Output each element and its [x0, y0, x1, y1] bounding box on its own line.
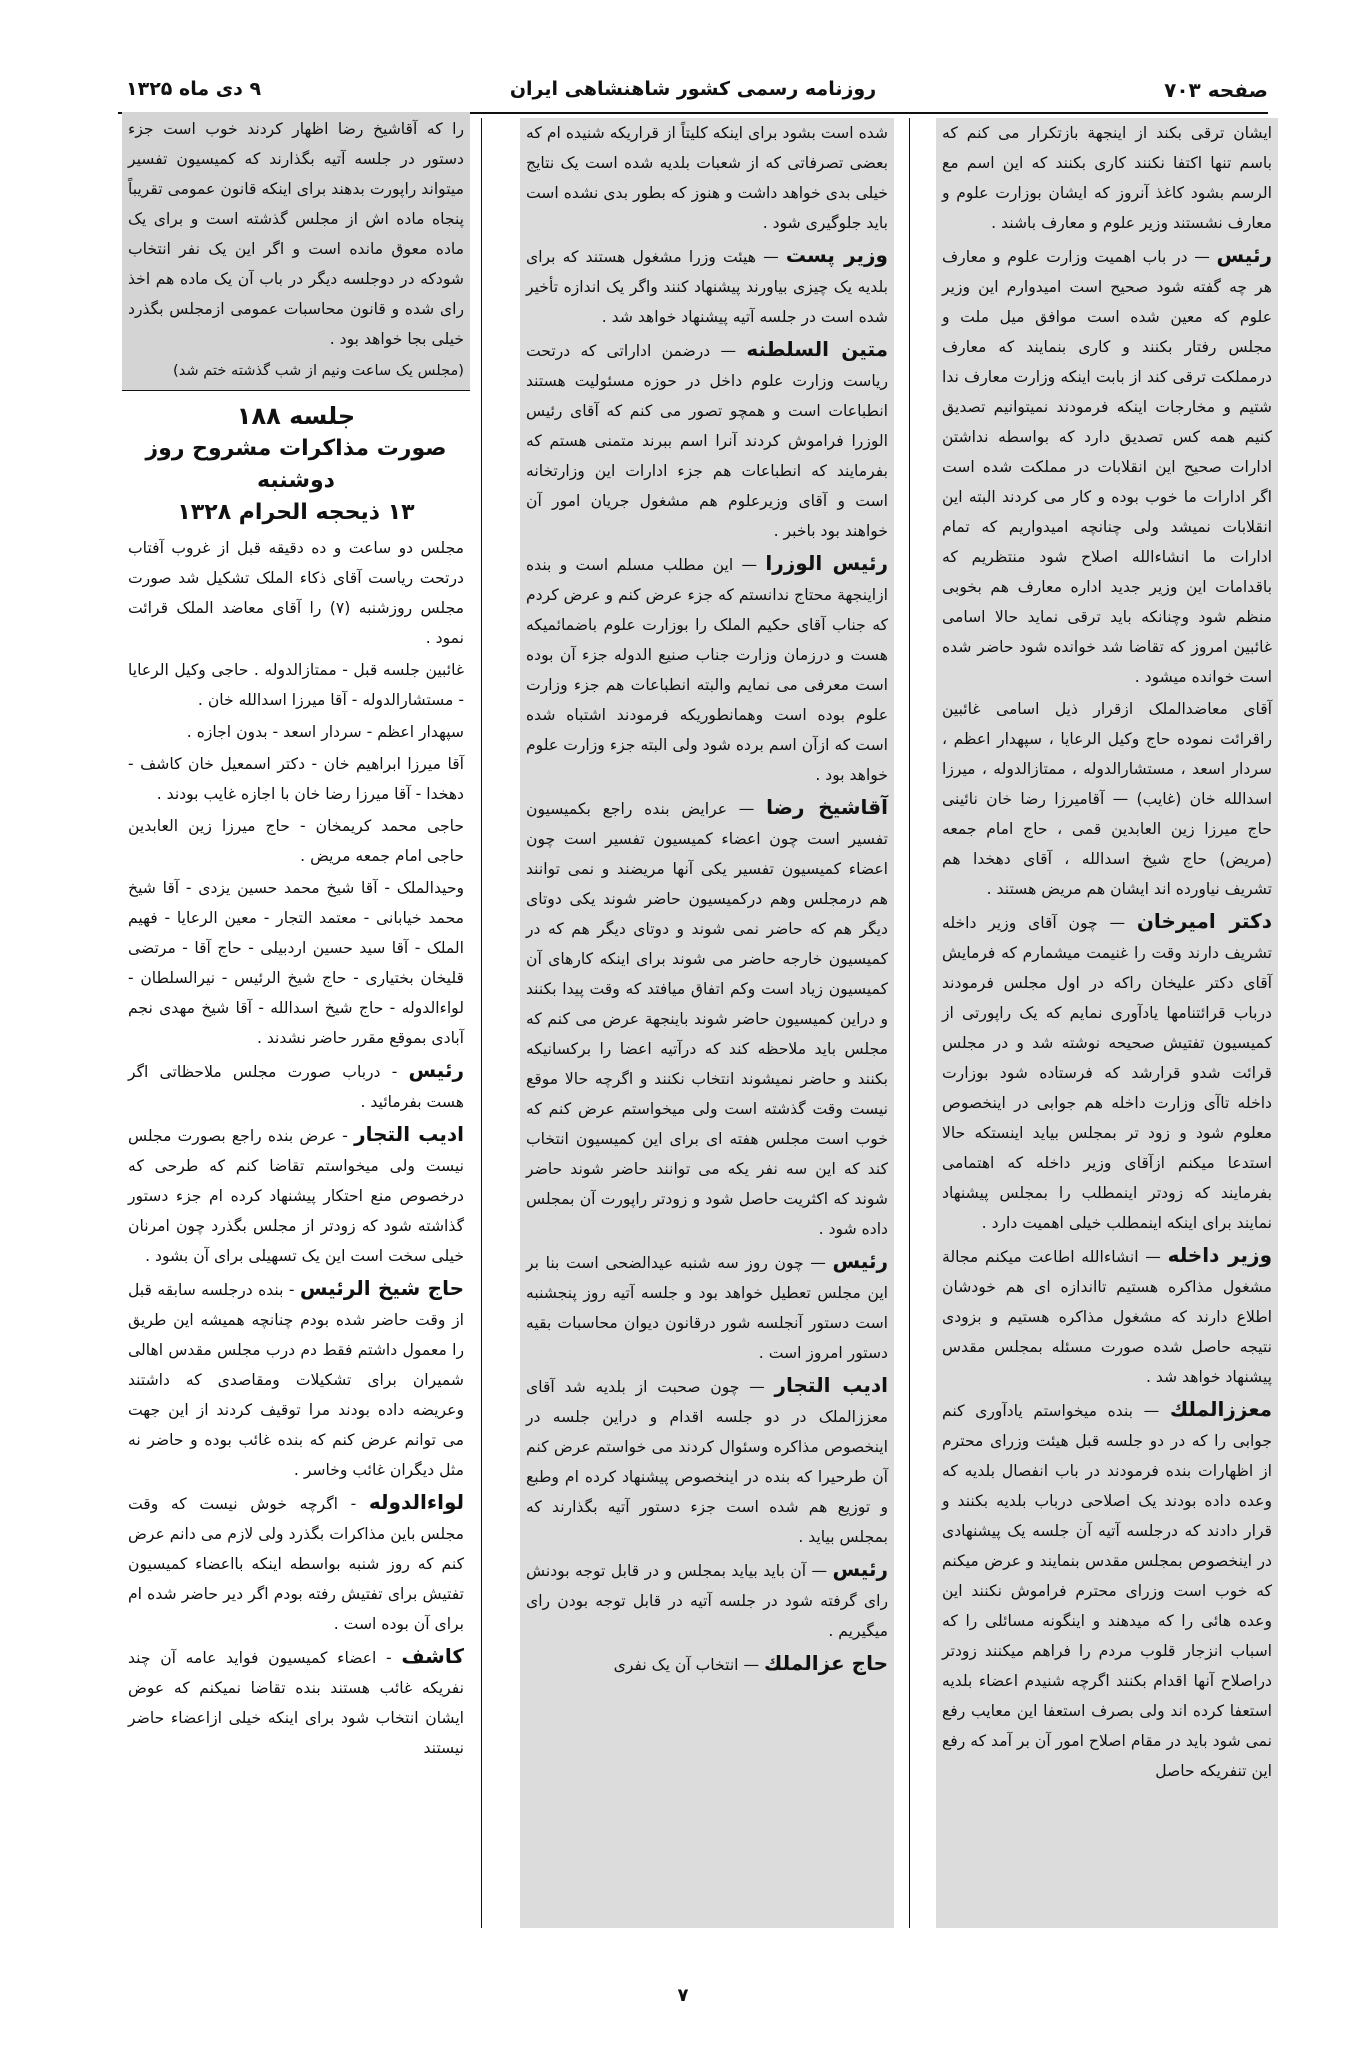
speaker-name: رئیس الوزرا — [765, 551, 888, 575]
paragraph-text: — چون صحبت از بلدیه شد آقای معززالملک در دو جلسه اقدام و دراین جلسه در اینخصوص مذاکره وسئوال کردند می خواستم عرض کنم آن طرحیرا که بنده در اینخصوص پیشنهاد کرده ام وطبع و توزیع هم شده است جزء دستور آتیه بگذارند که بمجلس بیاید . — [526, 1378, 888, 1546]
paragraph — [942, 240, 1272, 692]
paragraph-text: — عرایض بنده راجع بکمیسیون تفسیر است چون اعضاء کمیسیون تفسیر است چون اعضاء کمیسیون تفسیر یکی آنها مریضند و نمی توانند هم درمجلس وهم درکمیسیون حاضر شوند یکی دوتای دیگر هم که حاضر نمی شوند و دوتای دیگر هم که در کمیسیون خارجه حاضر می شوند برای اینکه کارهای آن کمیسیون زیاد است وکم اتفاق میافتد که وقت پیدا بکنند و دراین کمیسیون حاضر شوند باینجهة عرض می کنم که مجلس باید ملاحظه کند که درآتیه اعضا را برکسانیکه بکنند و حاضر نمیشوند انتخاب نکنند و اگرچه حالا موقع نیست وقت گذشته است ولی میخواستم عرض کنم که خوب است مجلس هفته ای برای این کمیسیون انتخاب کند که این سه نفر یکه می توانند حاضر شوند حاضر شوند که اکثریت حاصل شود و زودتر راپورت آن بمجلس داده شود . — [526, 800, 888, 1238]
session-heading — [128, 399, 464, 529]
speaker-name: لواءالدوله — [368, 1490, 464, 1514]
newspaper-title: روزنامه رسمی کشور شاهنشاهی ایران — [509, 78, 877, 100]
issue-date: ۹ دی ماه ۱۳۲۵ — [126, 78, 262, 100]
paragraph — [526, 1246, 888, 1368]
footer-page-number: ۷ — [677, 1985, 689, 2006]
paragraph-text: — انشاءالله اطاعت میکنم مجالة مشغول مذاکره هستیم تااندازه ای هم خودشان اطلاع دارند که مشغول مذاکره هستیم و بزودی نتیجه حاصل شده صورت مسئله بمجلس مقدس پیشنهاد خواهد شد . — [942, 1248, 1272, 1386]
paragraph-text: — آن باید بیاید بمجلس و در قابل توجه بودنش رای گرفته شود در جلسه آتیه در قابل توجه بودن رای میگیریم . — [526, 1562, 888, 1640]
paragraph — [128, 1119, 464, 1271]
column-divider — [481, 118, 482, 1928]
column-left — [122, 112, 470, 1928]
session-date: ۱۳ ذیحجه الحرام ۱۳۲۸ — [177, 500, 415, 525]
paragraph — [128, 1055, 464, 1117]
session-closing-note: (مجلس یک ساعت ونیم از شب گذشته ختم شد) — [173, 362, 464, 379]
speaker-name: رئیس — [832, 1557, 888, 1581]
paragraph-text: آقای معاضدالملک ازقرار ذیل اسامی غائبین راقرائت نموده حاج وکیل الرعایا ، سپهدار اعظم ، سردار اسعد ، مستشارالدوله ، ممتازالدوله ، میرزا اسدالله خان (غایب) — آقامیرزا رضا خان نائینی حاج میرزا زین العابدین قمی ، حاج امام جمعه (مریض) حاج شیخ اسدالله ، آقای دهخدا هم تشریف نیاورده اند ایشان هم مریض هستند . — [942, 700, 1272, 898]
paragraph — [942, 694, 1272, 904]
paragraph — [128, 811, 464, 871]
paragraph-text: - بنده درجلسه سابقه قبل از وقت حاضر شده بودم چنانچه همیشه این طریق را معمول داشتم فقط دم درب مجلس مقدس اهالی شمیران برای تشکیلات ومقاصدی که داشتند وعریضه داده بودند مرا توقیف کردند از این جهت می توانم عرض کنم که بنده غائب بوده و حاضر نه مثل دیگران غائب وخاسر . — [128, 1281, 464, 1479]
left-column-body — [128, 533, 464, 1763]
paragraph-text: — در باب اهمیت وزارت علوم و معارف هر چه گفته شود صحیح است امیدوارم این وزیر علوم که معین شده است موافق میل ملت و مجلس رفتار بکنند و کاری بنمایند که معارف درمملکت ترقی کند از بابت اینکه وزارت معارف ندا شتیم و مخارجات اینکه فرمودند نمیتوانیم تصدیق کنیم همه کس تصدیق دارد که بواسطه نداشتن ادارات صحیح این انقلابات در مملکت شده است اگر ادارات ما خوب بوده و کار می کردند البته این انقلابات نمیشد ولی چنانچه امیدواریم که تمام ادارات ما انشاءالله اصلاح شود منتظریم که باقدامات این وزیر جدید اداره معارف هم بخوبی منظم شود وچنانکه باید ترقی نماید حالا اسامی غائبین امروز که تقاضا شد خوانده شود حاضر شده است خوانده میشود . — [942, 248, 1272, 686]
speaker-name: حاج شیخ الرئیس — [299, 1276, 464, 1300]
paragraph-text: — چون آقای وزیر داخله تشریف دارند وقت را غنیمت میشمارم که فرمایش آقای دکتر علیخان راکه در اول مجلس فرمودند درباب قرائتنامها یادآوری نمایم که یک راپورتی از کمیسیون تفتیش صحیحه نوشته شد و در مجلس قرائت شدو قرارشد که فرستاده شود بوزارت داخله تاآی وزارت داخله هم جوابی در اینخصوص معلوم شود و زود تر بمجلس بیاید اینستکه حالا استدعا میکنم ازآقای وزیر داخله که اهتمامی بفرمایند که زودتر اینمطلب را بمجلس پیشنهاد نمایند برای اینکه اینمطلب خیلی اهمیت دارد . — [942, 914, 1272, 1232]
left-top-continuation — [122, 112, 470, 391]
paragraph-text: — چون روز سه شنبه عیدالضحی است بنا بر این مجلس تعطیل خواهد بود و جلسه آتیه روز پنجشنبه است دستور آنجلسه شور درقانون دیوان محاسبات بقیه دستور امروز است . — [526, 1254, 888, 1362]
paragraph-text: — بنده میخواستم یادآوری کنم جوابی را که در دو جلسه قبل هیئت وزرای محترم از اظهارات بنده فرمودند در باب انفصال بلدیه که وعده داده بودند یک اصلاحی درباب بلدیه بکنند و قرار دادند که درجلسه آتیه آن جلسه یک پیشنهادی در اینخصوص بمجلس مقدس بنمایند و عرض میکنم که خوب است وزرای محترم فراموش نکنند این وعده هائی را که میدهند و اینگونه مسائلی را که اسباب انزجار قلوب مردم را فراهم میکنند زودتر دراصلاح آنها اقدام بکنند اگرچه شنیدم اعضاء بلدیه استعفا کرده اند ولی بصرف استعفا این معایب رفع نمی شود باید در مقام اصلاح امور آن بر آمد که رفع این تنفریکه حاصل — [942, 1402, 1272, 1780]
paragraph — [526, 792, 888, 1244]
paragraph — [942, 1394, 1272, 1786]
paragraph — [128, 717, 464, 747]
speaker-name: کاشف — [401, 1644, 464, 1668]
speaker-name: ادیب التجار — [354, 1122, 464, 1146]
paragraph — [526, 548, 888, 790]
speaker-name: وزیر داخله — [1167, 1243, 1272, 1267]
paragraph — [128, 749, 464, 809]
session-title: صورت مذاکرات مشروح روز دوشنبه — [145, 436, 447, 493]
paragraph — [526, 1554, 888, 1646]
speaker-name: معززالملك — [1169, 1397, 1272, 1421]
speaker-name: ادیب التجار — [774, 1373, 888, 1397]
speaker-name: آقاشیخ رضا — [766, 795, 888, 819]
paragraph — [526, 1370, 888, 1552]
speaker-name: وزیر پست — [785, 243, 888, 267]
paragraph-text: وحیدالملک - آقا شیخ محمد حسین یزدی - آقا شیخ محمد خیابانی - معتمد التجار - معین الرعایا - فهیم الملک - آقا سید حسین اردبیلی - حاج آقا - مرتضی قلیخان بختیاری - حاج شیخ الرئیس - نیرالسلطان - لواءالدوله - حاج شیخ اسدالله - آقا شیخ مهدی نجم آبادی بموقع مقرر حاضر نشدند . — [128, 879, 464, 1047]
paragraph-text: حاجی محمد کریمخان - حاج میرزا زین العابدین حاجی امام جمعه مریض . — [128, 817, 464, 865]
column-divider — [909, 118, 910, 1928]
speaker-name: رئیس — [832, 1249, 888, 1273]
paragraph — [128, 1487, 464, 1639]
paragraph — [128, 873, 464, 1053]
paragraph-text: شده است بشود برای اینکه کلیتاً از قراریکه شنیده ام که بعضی تصرفاتی که از شعبات بلدیه شده است یک نتایج خیلی بدی خواهد داشت و هنوز که بطور بدی نشده است باید جلوگیری شود . — [526, 124, 888, 232]
paragraph — [942, 1240, 1272, 1392]
continuation-paragraph: را که آقاشیخ رضا اظهار کردند خوب است جزء دستور در جلسه آتیه بگذارند که کمیسیون تفسیر میتواند راپورت بدهند برای اینکه قانون عمومی تقریباً پنجاه ماده اش از مجلس گذشته است و برای یک ماده معوق مانده است و اگر این یک نفر انتخاب شودکه در دوجلسه دیگر در باب آن یک ماده هم اخذ رای شده و قانون محاسبات عمومی ازمجلس بگذرد خیلی بجا خواهد بود . — [128, 120, 464, 348]
paragraph-text: غائبین جلسه قبل - ممتازالدوله . حاجی وکیل الرعایا - مستشارالدوله - آقا میرزا اسدالله خان . — [128, 661, 464, 709]
paragraph-text: سپهدار اعظم - سردار اسعد - بدون اجازه . — [186, 723, 464, 741]
paragraph — [526, 240, 888, 332]
paragraph-text: - اعضاء کمیسیون فواید عامه آن چند نفریکه غائب هستند بنده تقاضا نمیکنم که عوض ایشان انتخاب شود برای اینکه خیلی ازاعضاء حاضر نیستند — [128, 1649, 464, 1757]
speaker-name: رئیس — [408, 1058, 464, 1082]
paragraph — [526, 118, 888, 238]
session-number: جلسه ۱۸۸ — [236, 402, 356, 430]
speaker-name: حاج عزالملك — [764, 1651, 888, 1675]
speaker-name: دکتر امیرخان — [1136, 909, 1272, 933]
paragraph-text: - عرض بنده راجع بصورت مجلس نیست ولی میخواستم تقاضا کنم که طرحی که درخصوص منع احتکار پیشنهاد کرده ام جزء دستور گذاشته شود که زودتر از مجلس بگذرد چون امرنان خیلی سخت است این یک تسهیلی برای آن بشود . — [128, 1127, 464, 1265]
page-header — [118, 78, 1268, 114]
paragraph — [942, 906, 1272, 1238]
speaker-name: متین السلطنه — [746, 337, 889, 361]
page-number: صفحه ۷۰۳ — [1164, 78, 1268, 102]
paragraph-text: - اگرچه خوش نیست که وقت مجلس باین مذاکرات بگذرد ولی لازم می دانم عرض کنم که روز شنبه بواسطه اینکه بااعضاء کمیسیون تفتیش برای تفتیش رفته بودم اگر دیر حاضر شده ام برای آن بوده است . — [128, 1495, 464, 1633]
paragraph-text: آقا میرزا ابراهیم خان - دکتر اسمعیل خان کاشف - دهخدا - آقا میرزا رضا خان با اجازه غایب بودند . — [128, 755, 464, 803]
paragraph-text: — این مطلب مسلم است و بنده ازاینجهة محتاج ندانستم که جزء عرض کنم و عرض کردم که جناب آقای حکیم الملک را بوزارت علوم باضمائمیکه هست و درزمان وزارت جناب صنیع الدوله جزء آن بوده است معرفی می نمایم والبته انطباعات هم جزء وزارت علوم بوده است وهمانطوریکه فرمودند اشتباه شده است که ازآن اسم برده شود ولی البته جزء وزارت علوم خواهد بود . — [526, 556, 888, 784]
paragraph — [526, 334, 888, 546]
paragraph-text: ایشان ترقی بکند از اینجهة بازتکرار می کنم که باسم تنها اکتفا نکنند کاری بکنند که این اسم مع الرسم بشود کاغذ آنروز که ایشان بوزارت علوم و معارف نشستند وزیر علوم و معارف باشند . — [942, 124, 1272, 232]
paragraph-text: — درضمن اداراتی که درتحت ریاست وزارت علوم داخل در حوزه مسئولیت هستند انطباعات است و همچو تصور می کنم که آقای رئیس الوزرا فراموش کردند آنرا اسم ببرند متمنی هستم که بفرمایند که انطباعات هم جزء ادارات این وزارتخانه است و آقای وزیرعلوم هم مشغول جریان امور آن خواهند بود باخبر . — [526, 342, 888, 540]
paragraph — [128, 655, 464, 715]
column-middle — [520, 118, 894, 1928]
paragraph — [128, 1641, 464, 1763]
paragraph-text: - درباب صورت مجلس ملاحظاتی اگر هست بفرمائید . — [128, 1063, 464, 1111]
paragraph — [128, 1273, 464, 1485]
paragraph — [942, 118, 1272, 238]
speaker-name: رئیس — [1216, 243, 1272, 267]
column-right — [936, 118, 1278, 1928]
paragraph-text: — هیئت وزرا مشغول هستند که برای بلدیه یک چیزی بیاورند پیشنهاد کنند واگر یک اندازه تأخیر شده است در جلسه آتیه پیشنهاد خواهد شد . — [526, 248, 888, 326]
paragraph — [526, 1648, 888, 1680]
paragraph — [128, 533, 464, 653]
paragraph-text: مجلس دو ساعت و ده دقیقه قبل از غروب آفتاب درتحت ریاست آقای ذکاء الملک تشکیل شد صورت مجلس روزشنبه (۷) را آقای معاضد الملک قرائت نمود . — [128, 539, 464, 647]
paragraph-text: — انتخاب آن یک نفری — [613, 1656, 760, 1674]
